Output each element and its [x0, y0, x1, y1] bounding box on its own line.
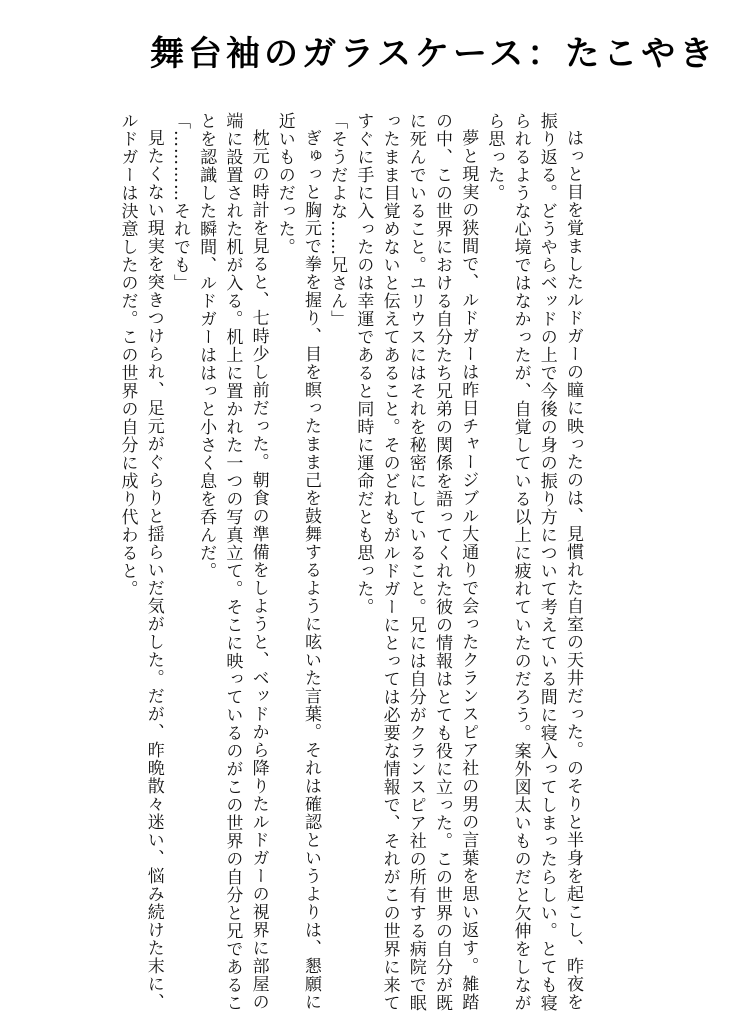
paragraph-decision: 見たくない現実を突きつけられ、足元がぐらりと揺らいだ気がした。だが、昨晩散々迷い、悩み続けた末に、ルドガーは決意したのだ。この世界の自分に成り代わると。 — [117, 112, 164, 1011]
paragraph-resolve: ぎゅっと胸元で拳を握り、目を瞑ったまま己を鼓舞するように呟いた言葉。それは確認というよりは、懇願に近いものだった。 — [274, 112, 321, 1011]
paragraph-photo-frame: 枕元の時計を見ると、七時少し前だった。朝食の準備をしようと、ベッドから降りたルドガーの視界に部屋の端に設置された机が入る。机上に置かれた一つの写真立て。そこに映っているのがこの世界の自分と兄であることを認識した瞬間、ルドガーははっと小さく息を呑んだ。 — [196, 112, 269, 1012]
dialogue-line: 「…………それでも」 — [169, 112, 190, 292]
story-body — [86, 112, 586, 1012]
page-title: 舞台袖のガラスケース：たこやき — [150, 34, 718, 74]
paragraph-waking: はっと目を覚ましたルドガーの瞳に映ったのは、見慣れた自室の天井だった。のそりと半身を起こし、昨夜を振り返る。どうやらベッドの上で今後の身の振り方について考えている間に寝入ってしまったらしい。とても寝られるような心境ではなかったが、自覚している以上に疲れていたのだろう。案外図太いものだと欠伸をしながら思った。 — [484, 112, 583, 1012]
dialogue-line: 「そうだよな……兄さん」 — [327, 112, 348, 328]
paragraph-recollection: 夢と現実の狭間で、ルドガーは昨日チャージブル大通りで会ったクランスピア社の男の言葉を思い返す。雑踏の中、この世界における自分たち兄弟の関係を語ってくれた彼の情報はとても役に立った。この世界の自分が既に死んでいること。ユリウスにはそれを秘密にしていること。兄には自分がクランスピア社の所有する病院で眠ったまま目覚めないと伝えてあること。そのどれもがルドガーにとっては必要な情報で、それがこの世界に来てすぐに手に入ったのは幸運であると同時に運命だとも思った。 — [353, 112, 479, 1012]
